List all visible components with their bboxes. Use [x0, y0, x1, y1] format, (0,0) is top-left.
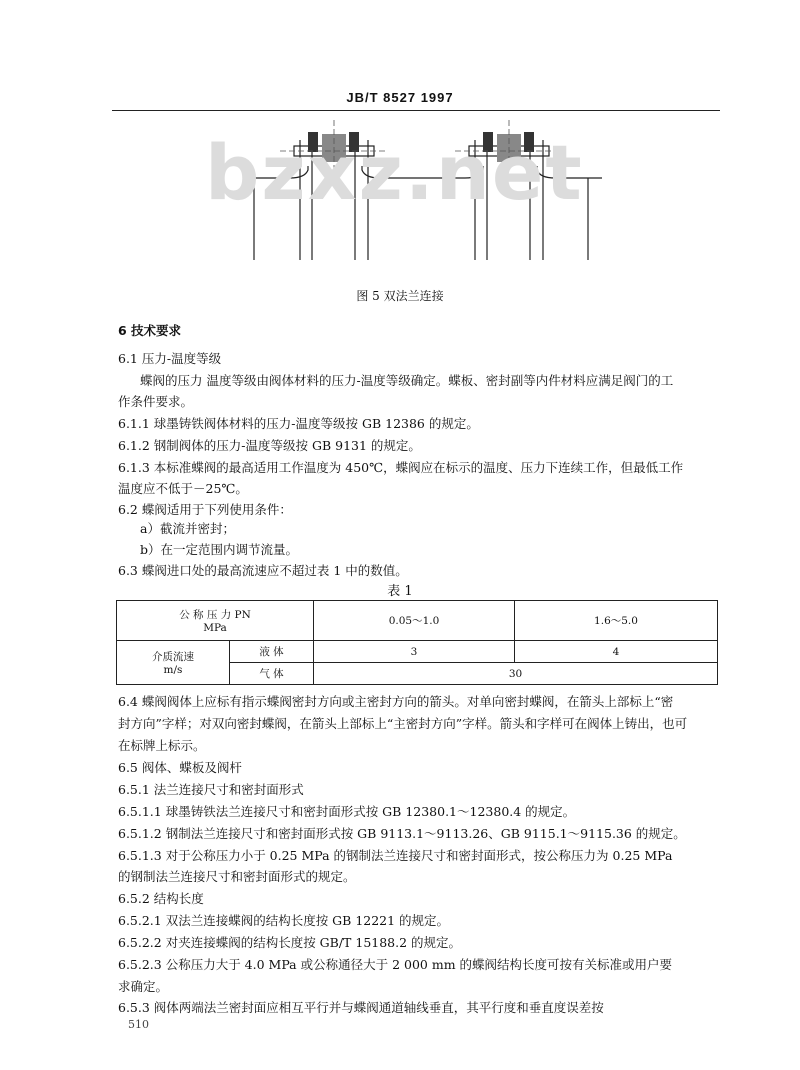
clause-6-2: 6.2 蝶阀适用于下列使用条件： — [118, 502, 292, 517]
table-1 — [116, 600, 718, 685]
table-cell: 气 体 — [230, 663, 314, 685]
paragraph-line: 在标牌上标示。 — [118, 738, 206, 753]
clause-6-5-2: 6.5.2 结构长度 — [118, 891, 204, 906]
clause-6-1-1: 6.1.1 球墨铸铁阀体材料的压力-温度等级按 GB 12386 的规定。 — [118, 416, 479, 431]
list-item: a）截流并密封； — [140, 521, 235, 536]
table-cell: 4 — [515, 641, 718, 663]
clause-6-1: 6.1 压力-温度等级 — [118, 351, 222, 366]
clause-6-5-1: 6.5.1 法兰连接尺寸和密封面形式 — [118, 782, 304, 797]
clause-6-5-1-2: 6.5.1.2 钢制法兰连接尺寸和密封面形式按 GB 9113.1～9113.26、GB 9115.1～9115.36 的规定。 — [118, 826, 686, 841]
clause-6-5-2-3: 6.5.2.3 公称压力大于 4.0 MPa 或公称通径大于 2 000 mm 的蝶阀结构长度可按有关标准或用户要 — [118, 957, 673, 972]
header-rule — [112, 110, 720, 111]
table-cell: 0.05～1.0 — [314, 601, 515, 641]
list-item: b）在一定范围内调节流量。 — [140, 542, 299, 557]
clause-6-5-1-1: 6.5.1.1 球墨铸铁法兰连接尺寸和密封面形式按 GB 12380.1～12380.4 的规定。 — [118, 804, 576, 819]
figure-caption: 图 5 双法兰连接 — [356, 289, 444, 303]
table-caption: 表 1 — [387, 584, 413, 599]
paragraph-line: 的钢制法兰连接尺寸和密封面形式的规定。 — [118, 869, 356, 884]
clause-6-5-2-2: 6.5.2.2 对夹连接蝶阀的结构长度按 GB/T 15188.2 的规定。 — [118, 935, 462, 950]
medium-label: 介质流速 — [152, 651, 194, 663]
paragraph-line: 作条件要求。 — [118, 394, 194, 409]
clause-6-4: 6.4 蝶阀阀体上应标有指示蝶阀密封方向或主密封方向的箭头。对单向密封蝶阀，在箭头上部标上“密 — [118, 694, 674, 709]
paragraph-line: 温度应不低于－25℃。 — [118, 481, 248, 496]
table-row-header — [117, 641, 230, 685]
clause-6-1-3: 6.1.3 本标准蝶阀的最高适用工作温度为 450℃，蝶阀应在标示的温度、压力下连续工作，但最低工作 — [118, 460, 684, 475]
medium-unit: m/s — [163, 664, 183, 676]
clause-6-1-2: 6.1.2 钢制阀体的压力-温度等级按 GB 9131 的规定。 — [118, 438, 421, 453]
clause-6-5-1-3: 6.5.1.3 对于公称压力小于 0.25 MPa 的钢制法兰连接尺寸和密封面形式，按公称压力为 0.25 MPa — [118, 848, 673, 863]
table-cell: 1.6～5.0 — [515, 601, 718, 641]
pressure-unit: MPa — [203, 622, 227, 634]
clause-6-3: 6.3 蝶阀进口处的最高流速应不超过表 1 中的数值。 — [118, 563, 408, 578]
section-title: 6 技术要求 — [118, 323, 182, 338]
clause-6-5: 6.5 阀体、蝶板及阀杆 — [118, 760, 242, 775]
paragraph-line: 求确定。 — [118, 979, 169, 994]
table-cell: 液 体 — [230, 641, 314, 663]
table-cell: 3 — [314, 641, 515, 663]
clause-6-5-2-1: 6.5.2.1 双法兰连接蝶阀的结构长度按 GB 12221 的规定。 — [118, 913, 450, 928]
watermark: bzxz.net — [205, 128, 584, 217]
page-header-code: JB/T 8527 1997 — [346, 90, 454, 105]
clause-6-5-3: 6.5.3 阀体两端法兰密封面应相互平行并与蝶阀通道轴线垂直，其平行度和垂直度误差按 — [118, 1000, 604, 1015]
paragraph-line: 蝶阀的压力 温度等级由阀体材料的压力-温度等级确定。蝶板、密封副等内件材料应满足阀门的工 — [140, 373, 674, 388]
table-cell: 30 — [314, 663, 718, 685]
paragraph-line: 封方向”字样；对双向密封蝶阀，在箭头上部标上“主密封方向”字样。箭头和字样可在阀体上铸出，也可 — [118, 716, 688, 731]
table-header-pressure — [117, 601, 314, 641]
pressure-label: 公 称 压 力 PN — [179, 609, 251, 621]
page-number: 510 — [128, 1018, 149, 1031]
